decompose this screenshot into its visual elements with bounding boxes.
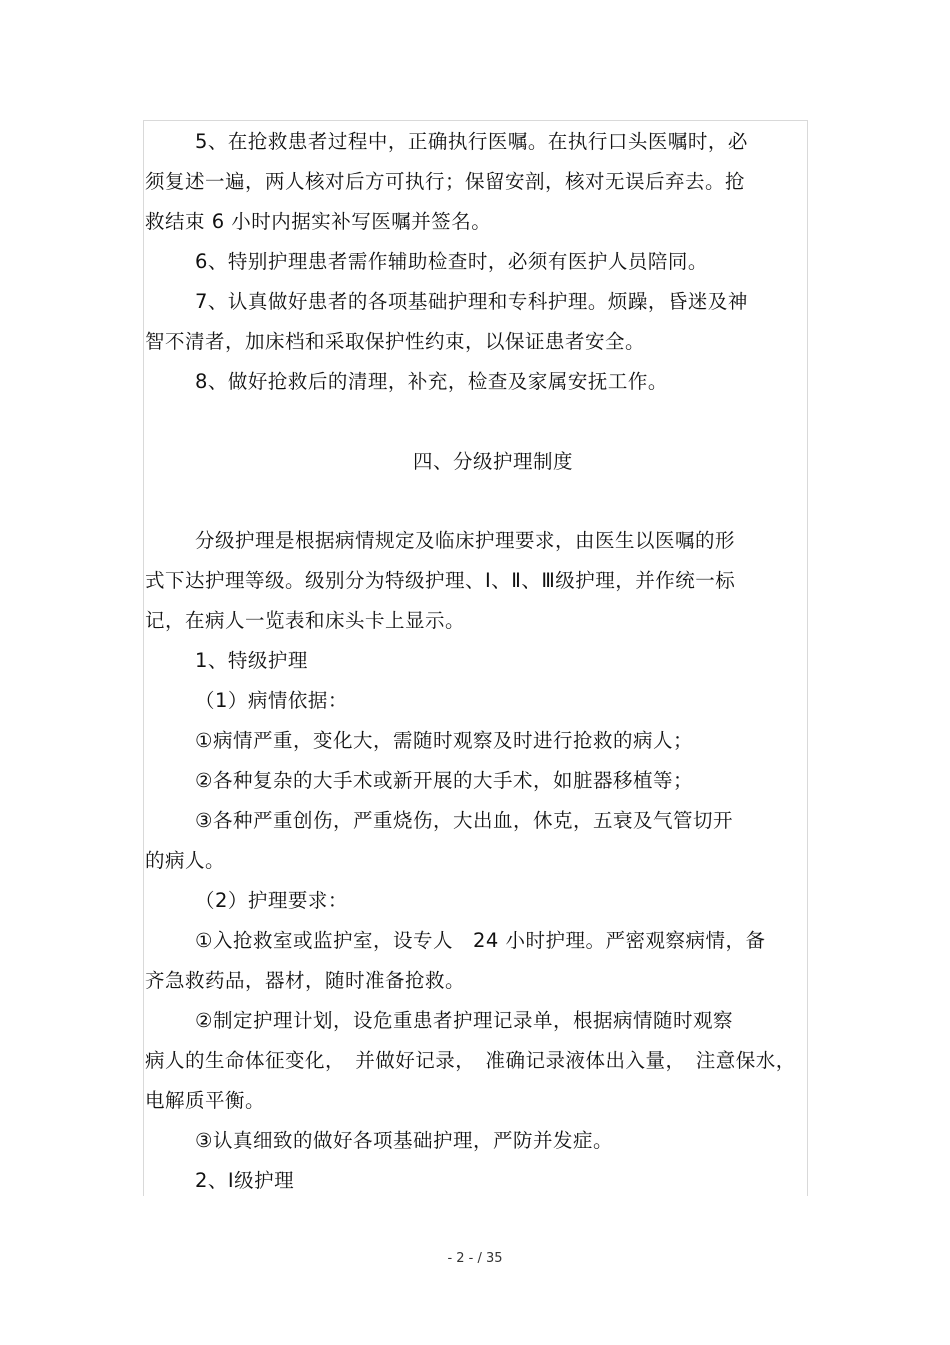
list-item: ①病情严重，变化大，需随时观察及时进行抢救的病人； — [195, 729, 693, 752]
paragraph-line: （2）护理要求： — [195, 889, 348, 912]
list-item: ①入抢救室或监护室，设专人 24 小时护理。严密观察病情，备 — [195, 929, 766, 952]
list-item: ③认真细致的做好各项基础护理，严防并发症。 — [195, 1129, 613, 1152]
list-item: ②各种复杂的大手术或新开展的大手术，如脏器移植等； — [195, 769, 693, 792]
paragraph-line: 电解质平衡。 — [145, 1089, 266, 1112]
section-heading: 四、分级护理制度 — [413, 450, 574, 473]
paragraph-line: （1）病情依据： — [195, 689, 348, 712]
paragraph-line: 式下达护理等级。级别分为特级护理、Ⅰ、Ⅱ、Ⅲ级护理，并作统一标 — [145, 569, 736, 592]
paragraph-line: 病人的生命体征变化， 并做好记录， 准确记录液体出入量， 注意保水， — [145, 1049, 796, 1072]
paragraph-line: 7、认真做好患者的各项基础护理和专科护理。烦躁，昏迷及神 — [195, 290, 748, 313]
list-item: ②制定护理计划，设危重患者护理记录单，根据病情随时观察 — [195, 1009, 733, 1032]
page-number: - 2 - / 35 — [447, 1251, 503, 1266]
paragraph-line: 智不清者，加床档和采取保护性约束，以保证患者安全。 — [145, 330, 646, 353]
paragraph-line: 5、在抢救患者过程中，正确执行医嘱。在执行口头医嘱时，必 — [195, 130, 748, 153]
subsection-heading: 1、特级护理 — [195, 649, 308, 672]
subsection-heading: 2、Ⅰ级护理 — [195, 1169, 295, 1192]
paragraph-line: 8、做好抢救后的清理，补充，检查及家属安抚工作。 — [195, 370, 668, 393]
paragraph-line: 须复述一遍，两人核对后方可执行；保留安剖，核对无误后弃去。抢 — [145, 170, 746, 193]
paragraph-line: 救结束 6 小时内据实补写医嘱并签名。 — [145, 210, 492, 233]
paragraph-line: 齐急救药品，器材，随时准备抢救。 — [145, 969, 466, 992]
paragraph-line: 6、特别护理患者需作辅助检查时，必须有医护人员陪同。 — [195, 250, 708, 273]
paragraph-line: 分级护理是根据病情规定及临床护理要求，由医生以医嘱的形 — [195, 529, 736, 552]
paragraph-line: 的病人。 — [145, 849, 226, 872]
list-item: ③各种严重创伤，严重烧伤，大出血，休克，五衰及气管切开 — [195, 809, 733, 832]
paragraph-line: 记，在病人一览表和床头卡上显示。 — [145, 609, 466, 632]
